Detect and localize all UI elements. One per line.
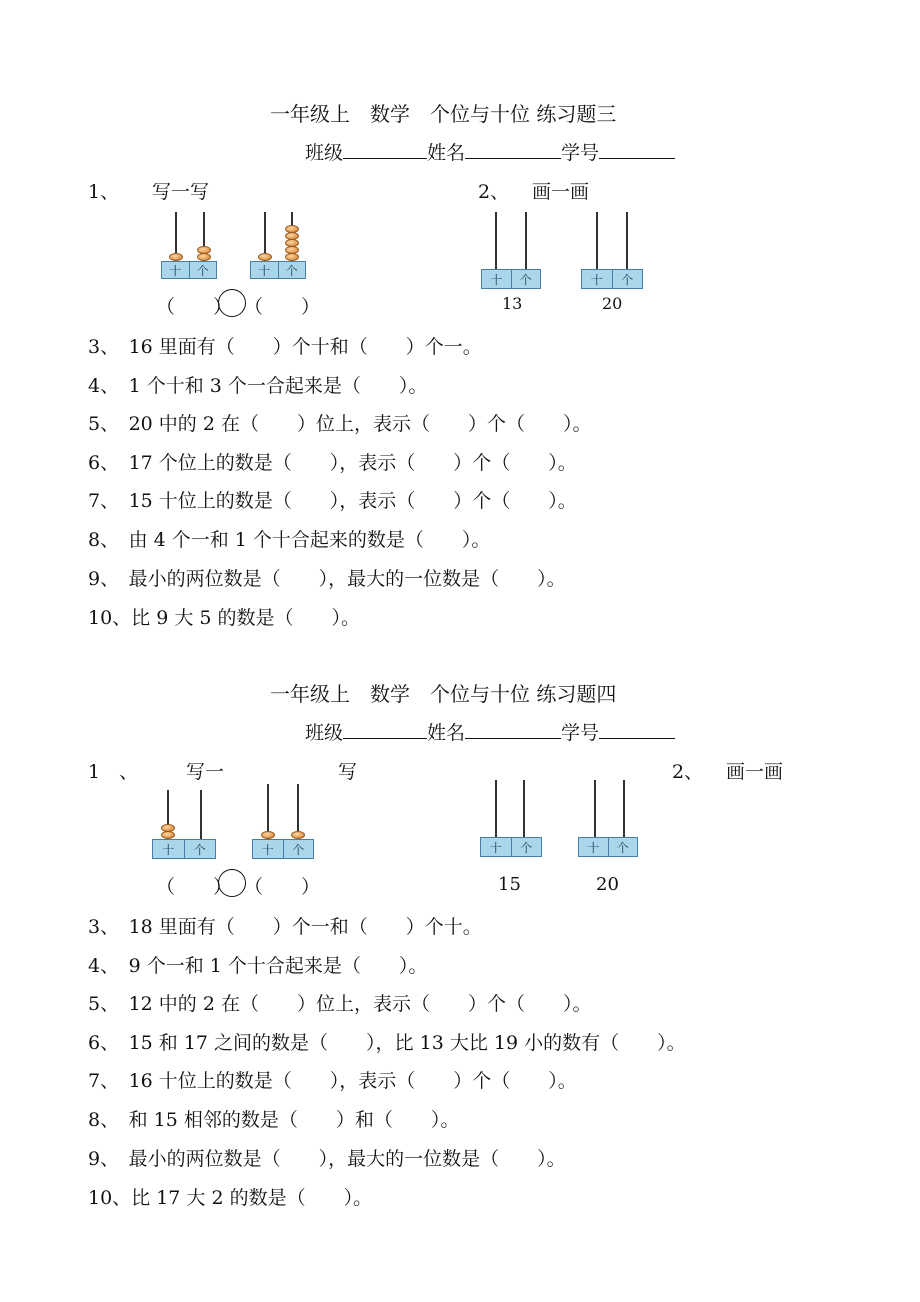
abacus-base: [250, 261, 306, 279]
ws4-q2-label: 2、: [672, 761, 704, 783]
compare-circle[interactable]: [218, 869, 246, 897]
tens-cell: 十: [162, 842, 175, 857]
bead: [291, 831, 305, 839]
ws4-q2-text: 画一画: [726, 761, 784, 783]
tens-rod: [495, 780, 497, 838]
bead: [285, 232, 299, 240]
ones-cell: 个: [189, 262, 217, 278]
bead: [197, 246, 211, 254]
bead: [261, 831, 275, 839]
abacus-base: [161, 261, 217, 279]
compare-circle[interactable]: [218, 289, 246, 317]
draw-number: 15: [498, 874, 521, 895]
ws3-q1-label: 1、: [88, 181, 120, 203]
ws4-compare-right[interactable]: （ ）: [244, 876, 321, 898]
ones-cell: 个: [184, 840, 216, 858]
ws3-question-6: 6、 17 个位上的数是（ ），表示（ ）个（ ）。: [88, 452, 577, 474]
ones-rod: [623, 780, 625, 838]
ones-cell: 个: [283, 840, 314, 858]
tens-cell: 十: [258, 263, 271, 278]
class-label: 班级: [305, 722, 344, 744]
ws4-q1-text-b: 写: [338, 761, 358, 783]
ws4-question-10: 10、比 17 大 2 的数是（ ）。: [88, 1187, 373, 1209]
ones-rod: [200, 790, 202, 840]
tens-cell: 十: [489, 840, 502, 855]
ws4-question-4: 4、 9 个一和 1 个十合起来是（ ）。: [88, 955, 428, 977]
bead: [169, 253, 183, 261]
bead: [197, 253, 211, 261]
ws4-q1-text-a: 写一: [186, 761, 225, 783]
worksheet3-title: 一年级上 数学 个位与十位 练习题三: [270, 102, 617, 126]
bead: [285, 246, 299, 254]
ones-cell: 个: [278, 262, 306, 278]
tens-cell: 十: [590, 272, 603, 287]
class-label: 班级: [305, 142, 344, 164]
ws3-question-7: 7、 15 十位上的数是（ ），表示（ ）个（ ）。: [88, 490, 577, 512]
ws3-q2-text: 画一画: [532, 181, 590, 203]
bead: [161, 831, 175, 839]
ones-rod: [525, 212, 527, 270]
id-blank[interactable]: [599, 720, 675, 739]
ws4-question-3: 3、 18 里面有（ ）个一和（ ）个十。: [88, 916, 482, 938]
name-label: 姓名: [427, 722, 466, 744]
tens-rod: [495, 212, 497, 270]
worksheet4-info-line: [305, 718, 675, 745]
class-blank[interactable]: [343, 720, 427, 739]
abacus-base: [152, 839, 216, 859]
id-label: 学号: [561, 722, 600, 744]
ones-cell: 个: [608, 838, 638, 856]
tens-cell: 十: [587, 840, 600, 855]
ws4-q1-label: 1 、: [88, 761, 139, 783]
tens-rod: [594, 780, 596, 838]
abacus-base: [581, 269, 643, 289]
ws3-compare-left[interactable]: （ ）: [156, 296, 233, 318]
ws3-question-8: 8、 由 4 个一和 1 个十合起来的数是（ ）。: [88, 529, 491, 551]
ws4-question-9: 9、 最小的两位数是（ ），最大的一位数是（ ）。: [88, 1148, 566, 1170]
tens-rod: [596, 212, 598, 270]
ws3-question-3: 3、 16 里面有（ ）个十和（ ）个一。: [88, 336, 482, 358]
draw-number: 13: [502, 294, 523, 313]
ws3-question-4: 4、 1 个十和 3 个一合起来是（ ）。: [88, 375, 428, 397]
bead: [285, 225, 299, 233]
ws3-q1-text: 写一写: [152, 181, 210, 203]
class-blank[interactable]: [343, 140, 427, 159]
ws4-question-7: 7、 16 十位上的数是（ ），表示（ ）个（ ）。: [88, 1070, 577, 1092]
worksheet4-title: 一年级上 数学 个位与十位 练习题四: [270, 682, 617, 706]
bead: [285, 253, 299, 261]
bead: [258, 253, 272, 261]
draw-number: 20: [596, 874, 619, 895]
ones-cell: 个: [511, 838, 542, 856]
bead: [285, 239, 299, 247]
ws4-question-6: 6、 15 和 17 之间的数是（ ），比 13 大比 19 小的数有（ ）。: [88, 1032, 686, 1054]
ones-cell: 个: [612, 270, 643, 288]
tens-cell: 十: [169, 263, 182, 278]
tens-cell: 十: [490, 272, 503, 287]
id-blank[interactable]: [599, 140, 675, 159]
abacus-base: [252, 839, 314, 859]
draw-number: 20: [602, 294, 623, 313]
ws3-question-5: 5、 20 中的 2 在（ ）位上，表示（ ）个（ ）。: [88, 413, 592, 435]
tens-cell: 十: [261, 842, 274, 857]
ones-rod: [626, 212, 628, 270]
ws3-question-10: 10、比 9 大 5 的数是（ ）。: [88, 607, 361, 629]
ws3-question-9: 9、 最小的两位数是（ ），最大的一位数是（ ）。: [88, 568, 566, 590]
abacus-base: [578, 837, 638, 857]
ws3-compare-right[interactable]: （ ）: [244, 296, 321, 318]
name-blank[interactable]: [465, 720, 561, 739]
ones-cell: 个: [511, 270, 541, 288]
ws4-question-8: 8、 和 15 相邻的数是（ ）和（ ）。: [88, 1109, 460, 1131]
abacus-base: [481, 269, 541, 289]
id-label: 学号: [561, 142, 600, 164]
abacus-base: [480, 837, 542, 857]
bead: [161, 824, 175, 832]
worksheet3-info-line: [305, 138, 675, 165]
ws4-question-5: 5、 12 中的 2 在（ ）位上，表示（ ）个（ ）。: [88, 993, 592, 1015]
ones-rod: [523, 780, 525, 838]
name-blank[interactable]: [465, 140, 561, 159]
ws4-compare-left[interactable]: （ ）: [156, 876, 233, 898]
ws3-q2-label: 2、: [478, 181, 510, 203]
name-label: 姓名: [427, 142, 466, 164]
